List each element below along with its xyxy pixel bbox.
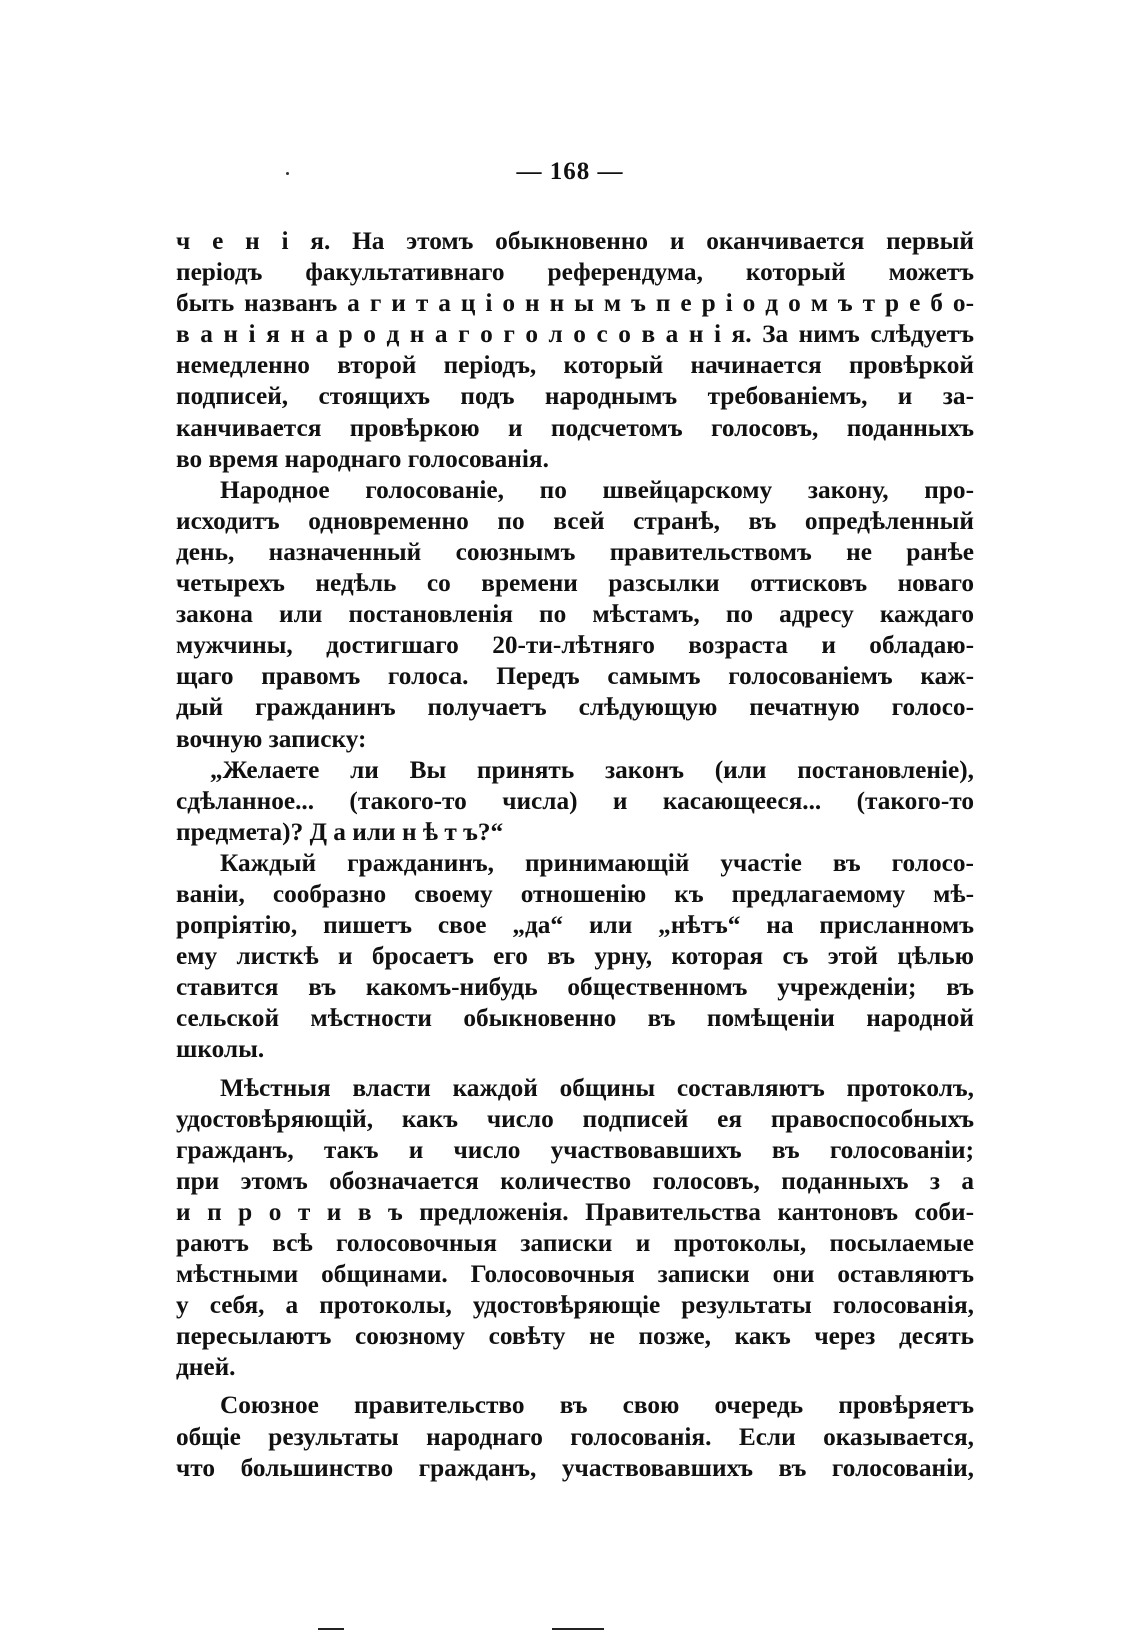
text-line: подписей, стоящихъ подъ народнымъ требованіемъ, и за- <box>176 382 974 411</box>
text-line: четырехъ недѣль со времени разсылки оттисковъ новаго <box>176 569 974 598</box>
text-line: в а н і я н а р о д н а г о г о л о с о в а н і я. За нимъ слѣдуетъ <box>176 320 974 349</box>
page-number: — 168 — <box>516 158 624 185</box>
body-text <box>176 226 974 1484</box>
text-line: „Желаете ли Вы принять законъ (или постановленіе), <box>210 755 974 784</box>
text-line: у себя, а протоколы, удостовѣряющіе результаты голосованія, <box>176 1291 974 1320</box>
text-line: быть названъ а г и т а ц і о н н ы м ъ п е р і о д о м ъ т р е б о- <box>176 289 974 318</box>
text-line: удостовѣряющій, какъ число подписей ея правоспособныхъ <box>176 1104 974 1133</box>
text-line: немедленно второй періодъ, который начинается провѣркой <box>176 351 974 380</box>
text-line: сдѣланное... (такого-то числа) и касающееся... (такого-то <box>176 786 974 815</box>
paragraph-1 <box>176 226 974 475</box>
text-line: періодъ факультативнаго референдума, который можетъ <box>176 258 974 287</box>
text-line: день, назначенный союзнымъ правительствомъ не ранѣе <box>176 537 974 566</box>
text-line: при этомъ обозначается количество голосовъ, поданныхъ з а <box>176 1166 974 1195</box>
text-line: дней. <box>176 1353 236 1382</box>
text-line: ваніи, сообразно своему отношенію къ предлагаемому мѣ- <box>176 879 974 908</box>
paragraph-5 <box>176 1073 974 1384</box>
text-line: канчивается провѣркою и подсчетомъ голосовъ, поданныхъ <box>176 413 974 442</box>
text-line: исходитъ одновременно по всей странѣ, въ опредѣленный <box>176 506 974 535</box>
ballot-quote <box>176 755 974 848</box>
text-line: что большинство гражданъ, участвовавшихъ въ голосованіи, <box>176 1453 974 1482</box>
text-line: Народное голосованіе, по швейцарскому закону, про- <box>220 475 974 504</box>
text-line: дый гражданинъ получаетъ слѣдующую печатную голосо- <box>176 693 974 722</box>
text-line: Союзное правительство въ свою очередь провѣряетъ <box>220 1391 974 1420</box>
paragraph-2 <box>176 475 974 755</box>
paragraph-6 <box>176 1390 974 1483</box>
text-line: ему листкѣ и бросаетъ его въ урну, которая съ этой цѣлью <box>176 942 974 971</box>
paragraph-4 <box>176 848 974 1066</box>
text-line: общіе результаты народнаго голосованія. Если оказывается, <box>176 1422 974 1451</box>
text-line: мѣстными общинами. Голосовочныя записки они оставляютъ <box>176 1260 974 1289</box>
text-line: закона или постановленія по мѣстамъ, по адресу каждаго <box>176 600 974 629</box>
text-line: Мѣстныя власти каждой общины составляютъ протоколъ, <box>220 1073 974 1102</box>
text-line: во время народнаго голосованія. <box>176 444 549 473</box>
text-line: мужчины, достигшаго 20-ти-лѣтняго возраста и обладаю- <box>176 631 974 660</box>
text-line: и п р о т и в ъ предложенія. Правительства кантоновъ соби- <box>176 1197 974 1226</box>
text-line: щаго правомъ голоса. Передъ самымъ голосованіемъ каж- <box>176 662 974 691</box>
text-line: Каждый гражданинъ, принимающій участіе въ голосо- <box>220 848 974 877</box>
footer-rule <box>318 1628 344 1630</box>
text-line: ч е н і я. На этомъ обыкновенно и оканчивается первый <box>176 227 974 255</box>
text-line: сельской мѣстности обыкновенно въ помѣщеніи народной <box>176 1004 974 1033</box>
text-line: ставится въ какомъ-нибудь общественномъ учрежденіи; въ <box>176 973 974 1002</box>
text-line: раютъ всѣ голосовочныя записки и протоколы, посылаемые <box>176 1229 974 1257</box>
text-line: предмета)? Д а или н ѣ т ъ?“ <box>176 817 504 846</box>
text-line: ропріятію, пишетъ свое „да“ или „нѣтъ“ на присланномъ <box>176 911 974 940</box>
text-line: вочную записку: <box>176 724 367 753</box>
text-line: пересылаютъ союзному совѣту не позже, какъ через десять <box>176 1322 974 1351</box>
text-line: гражданъ, такъ и число участвовавшихъ въ голосованіи; <box>176 1135 974 1164</box>
footer-rule <box>552 1628 604 1630</box>
text-line: школы. <box>176 1035 265 1064</box>
